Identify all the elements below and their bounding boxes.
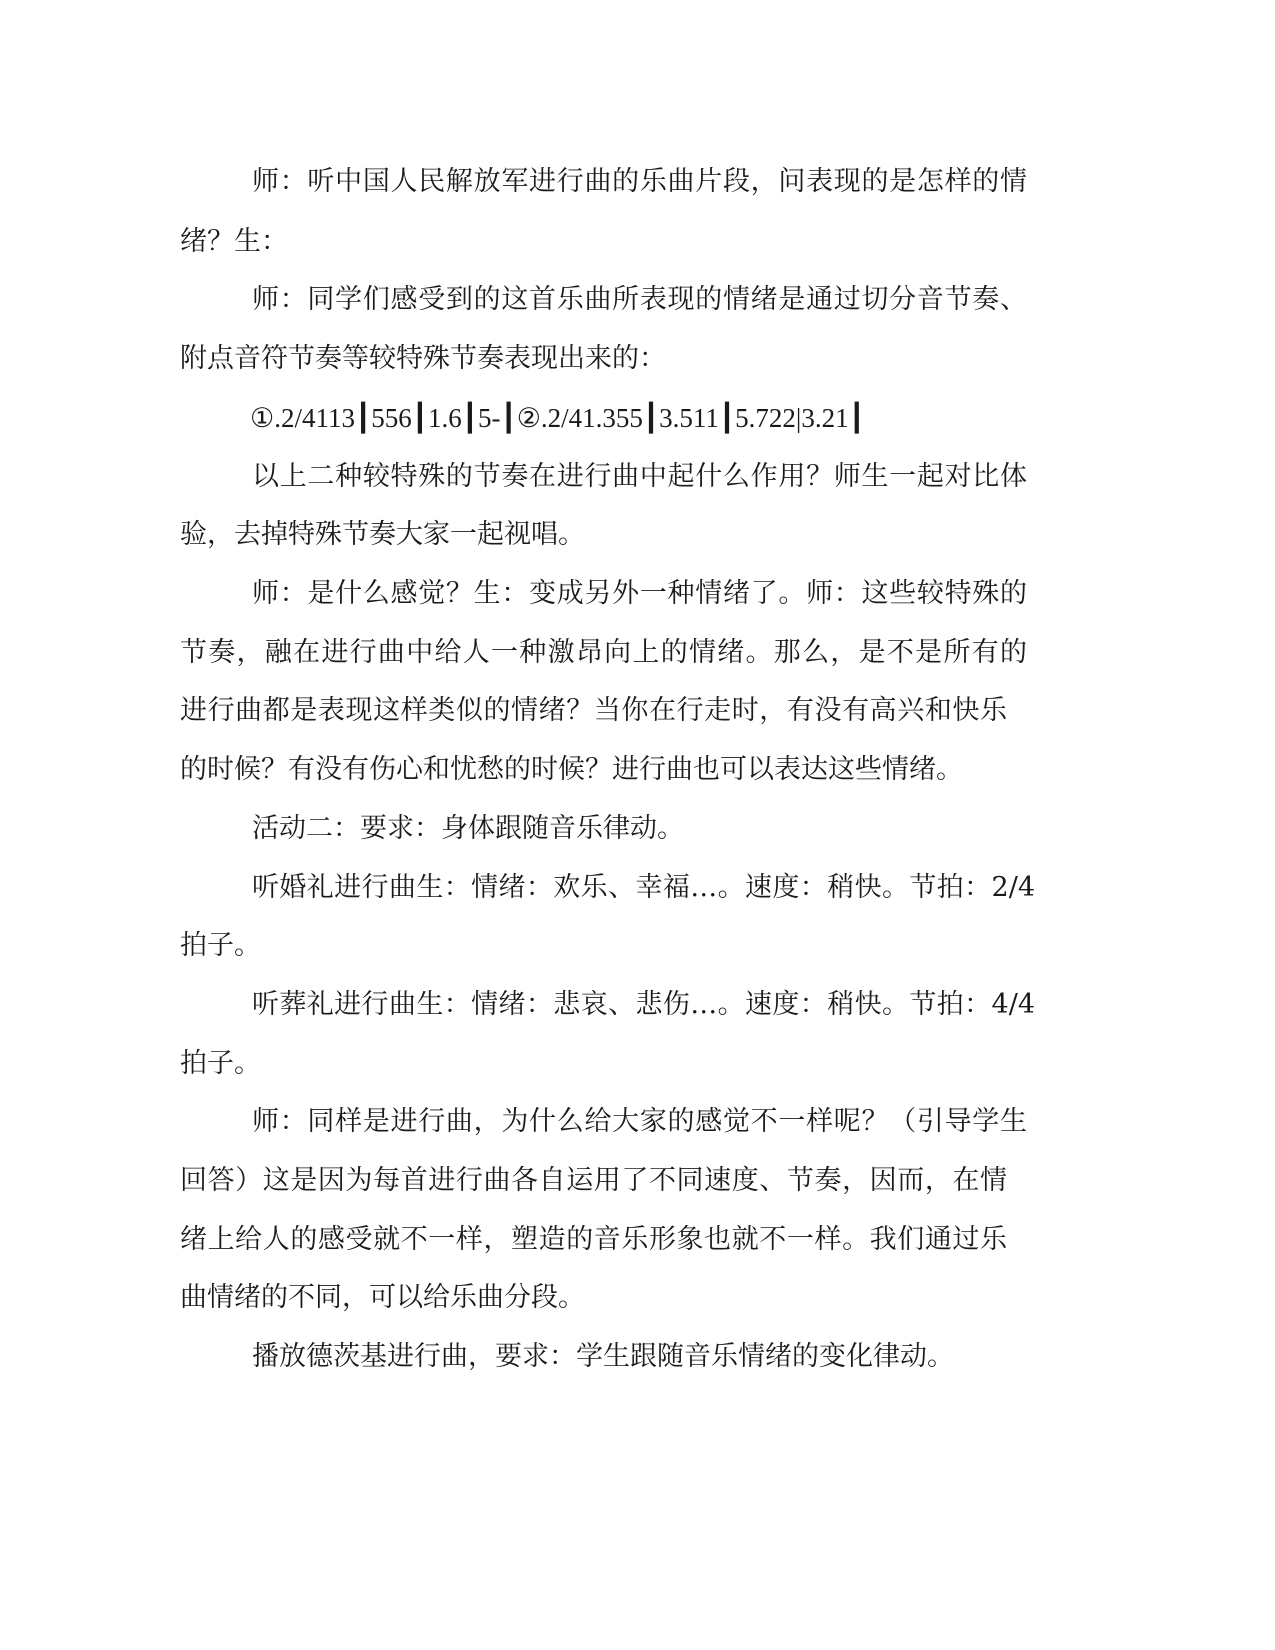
- text-line: 绪？生：: [180, 226, 288, 257]
- text-line: 曲情绪的不同，可以给乐曲分段。: [180, 1282, 585, 1313]
- rhythm-notation: ①.2/4113┃556┃1.6┃5-┃②.2/41.355┃3.511┃5.722|3.21┃: [250, 403, 865, 433]
- text-line: 的时候？有没有伤心和忧愁的时候？进行曲也可以表达这些情绪。: [180, 754, 963, 785]
- text-line: 进行曲都是表现这样类似的情绪？当你在行走时，有没有高兴和快乐: [180, 695, 1007, 726]
- text-line: 附点音符节奏等较特殊节奏表现出来的：: [180, 343, 666, 374]
- text-line: 听婚礼进行曲生：情绪：欢乐、幸福…。速度：稍快。节拍：2/4: [252, 872, 1035, 903]
- text-line: 绪上给人的感受就不一样，塑造的音乐形象也就不一样。我们通过乐: [180, 1224, 1007, 1255]
- text-line: 师：听中国人民解放军进行曲的乐曲片段，问表现的是怎样的情: [252, 166, 1027, 197]
- text-line: 回答）这是因为每首进行曲各自运用了不同速度、节奏，因而，在情: [180, 1165, 1007, 1196]
- text-line: 听葬礼进行曲生：情绪：悲哀、悲伤…。速度：稍快。节拍：4/4: [252, 989, 1035, 1020]
- text-line: 师：同样是进行曲，为什么给大家的感觉不一样呢？（引导学生: [252, 1106, 1027, 1137]
- text-line: 师：是什么感觉？生：变成另外一种情绪了。师：这些较特殊的: [252, 578, 1027, 609]
- text-line: 活动二：要求：身体跟随音乐律动。: [252, 813, 684, 844]
- text-line: 播放德茨基进行曲，要求：学生跟随音乐情绪的变化律动。: [252, 1341, 954, 1372]
- text-line: 师：同学们感受到的这首乐曲所表现的情绪是通过切分音节奏、: [252, 284, 1027, 315]
- text-line: 节奏，融在进行曲中给人一种激昂向上的情绪。那么，是不是所有的: [180, 637, 1027, 668]
- text-line: 拍子。: [180, 930, 261, 961]
- text-line: 以上二种较特殊的节奏在进行曲中起什么作用？师生一起对比体: [252, 461, 1027, 492]
- text-line: 拍子。: [180, 1048, 261, 1079]
- text-line: 验，去掉特殊节奏大家一起视唱。: [180, 519, 585, 550]
